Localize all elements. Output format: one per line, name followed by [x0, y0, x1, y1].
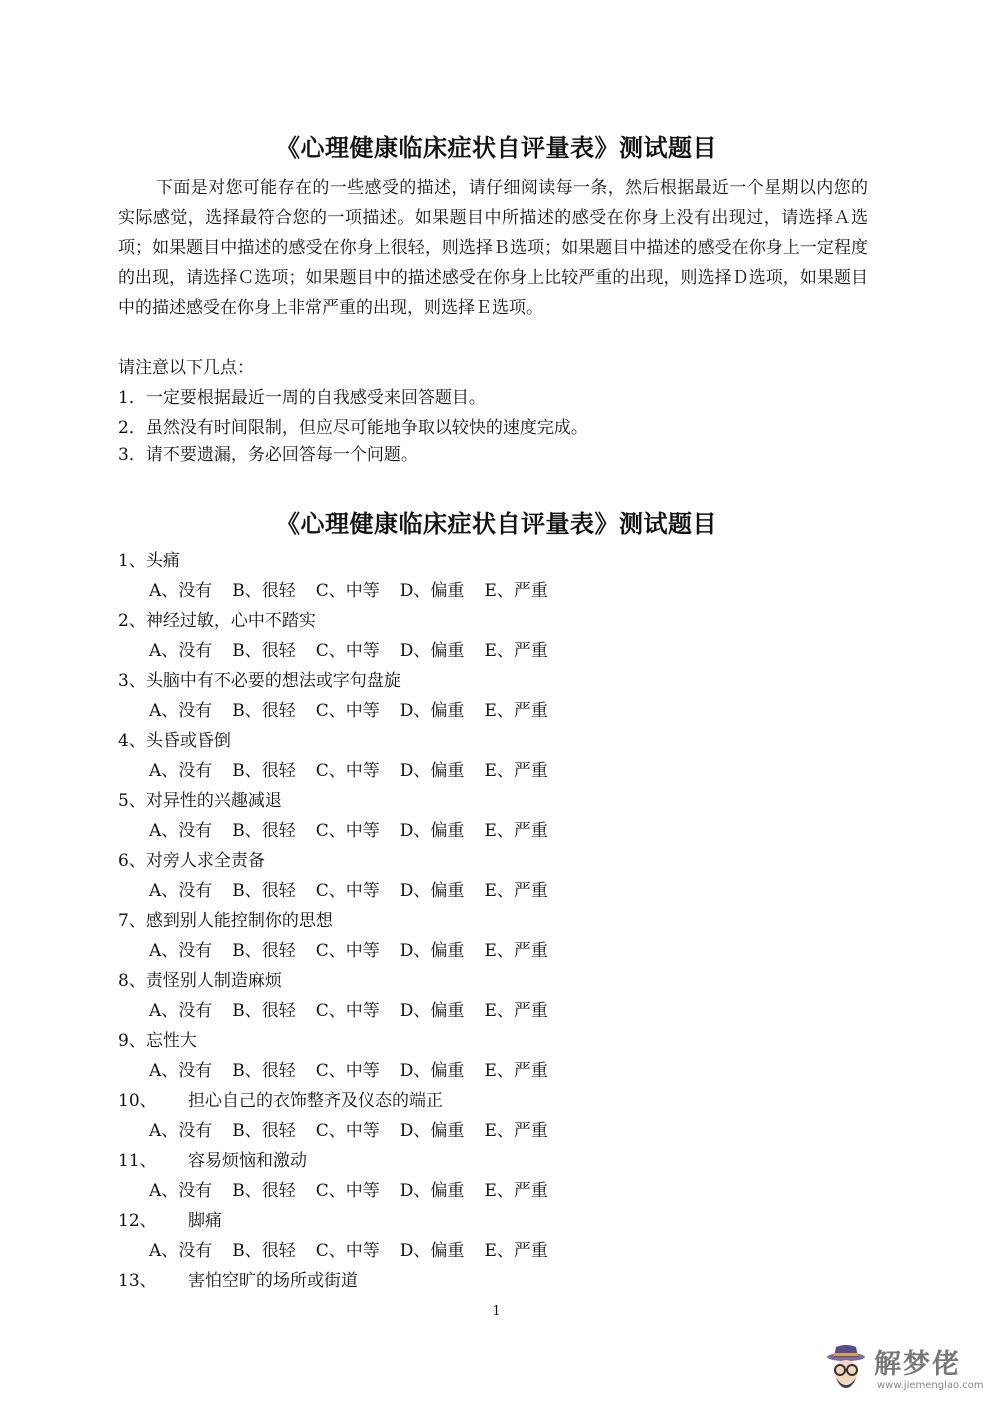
answer-options: [118, 1116, 878, 1146]
question-item: [118, 1146, 878, 1206]
document-title: 《心理健康临床症状自评量表》测试题目: [276, 134, 717, 162]
note-item: 2．虽然没有时间限制，但应尽可能地争取以较快的速度完成。: [118, 418, 588, 438]
answer-option[interactable]: D、偏重: [399, 1061, 465, 1081]
question-text: 头脑中有不必要的想法或字句盘旋: [145, 671, 401, 691]
answer-option[interactable]: E、严重: [484, 1001, 548, 1021]
page-number: 1: [492, 1304, 501, 1319]
answer-option[interactable]: D、偏重: [399, 761, 465, 781]
answer-option[interactable]: B、很轻: [232, 821, 296, 841]
answer-option[interactable]: B、很轻: [232, 941, 296, 961]
answer-option[interactable]: C、中等: [315, 701, 380, 721]
question-line: [118, 1146, 878, 1176]
question-number: 8、: [118, 971, 146, 991]
watermark-brand: 解梦佬: [874, 1349, 961, 1380]
answer-option[interactable]: C、中等: [315, 941, 380, 961]
answer-option[interactable]: C、中等: [315, 1241, 380, 1261]
question-number: 9、: [118, 1031, 146, 1051]
answer-options: [118, 1236, 878, 1266]
section-title: 《心理健康临床症状自评量表》测试题目: [276, 510, 717, 538]
answer-option[interactable]: D、偏重: [399, 581, 465, 601]
question-line: [118, 846, 878, 876]
answer-option[interactable]: B、很轻: [232, 581, 296, 601]
question-line: [118, 546, 878, 576]
watermark-url: www.jiemenglao.com: [877, 1380, 984, 1391]
question-number: 6、: [118, 851, 146, 871]
question-item: [118, 546, 878, 606]
answer-option[interactable]: C、中等: [315, 1001, 380, 1021]
answer-option[interactable]: A、没有: [149, 641, 213, 661]
question-line: [118, 906, 878, 936]
answer-option[interactable]: E、严重: [484, 941, 548, 961]
question-number: 5、: [118, 791, 146, 811]
question-item: [118, 666, 878, 726]
answer-option[interactable]: E、严重: [484, 821, 548, 841]
answer-option[interactable]: E、严重: [484, 881, 548, 901]
question-line: [118, 666, 878, 696]
question-text: 对旁人求全责备: [145, 851, 265, 871]
answer-option[interactable]: C、中等: [315, 1181, 380, 1201]
question-line: [118, 1206, 878, 1236]
question-text: 害怕空旷的场所或街道: [188, 1271, 358, 1291]
answer-option[interactable]: D、偏重: [399, 821, 465, 841]
answer-option[interactable]: C、中等: [315, 581, 380, 601]
answer-option[interactable]: E、严重: [484, 1121, 548, 1141]
answer-option[interactable]: E、严重: [484, 1181, 548, 1201]
question-item: [118, 906, 878, 966]
answer-option[interactable]: A、没有: [149, 1181, 213, 1201]
answer-option[interactable]: A、没有: [149, 701, 213, 721]
question-item: [118, 1266, 878, 1296]
question-text: 担心自己的衣饰整齐及仪态的端正: [188, 1091, 443, 1111]
answer-option[interactable]: B、很轻: [232, 701, 296, 721]
answer-option[interactable]: B、很轻: [232, 1061, 296, 1081]
watermark-logo: [824, 1340, 984, 1396]
question-line: [118, 966, 878, 996]
question-number: 3、: [118, 671, 146, 691]
answer-option[interactable]: A、没有: [149, 941, 213, 961]
question-number: 10、: [118, 1091, 157, 1111]
answer-option[interactable]: B、很轻: [232, 1241, 296, 1261]
question-number: 11、: [118, 1151, 157, 1171]
answer-option[interactable]: D、偏重: [399, 701, 465, 721]
answer-option[interactable]: C、中等: [315, 1121, 380, 1141]
answer-option[interactable]: A、没有: [149, 1061, 213, 1081]
answer-option[interactable]: D、偏重: [399, 881, 465, 901]
answer-option[interactable]: A、没有: [149, 821, 213, 841]
question-line: [118, 1266, 878, 1296]
answer-option[interactable]: E、严重: [484, 761, 548, 781]
question-text: 头昏或昏倒: [145, 731, 231, 751]
note-item: 1．一定要根据最近一周的自我感受来回答题目。: [118, 388, 486, 408]
answer-option[interactable]: B、很轻: [232, 1181, 296, 1201]
question-item: [118, 726, 878, 786]
answer-option[interactable]: E、严重: [484, 701, 548, 721]
answer-option[interactable]: D、偏重: [399, 941, 465, 961]
question-item: [118, 1086, 878, 1146]
note-item: 3．请不要遗漏，务必回答每一个问题。: [118, 445, 418, 465]
answer-option[interactable]: D、偏重: [399, 1121, 465, 1141]
question-number: 7、: [118, 911, 146, 931]
question-text: 责怪别人制造麻烦: [145, 971, 282, 991]
question-line: [118, 1026, 878, 1056]
answer-option[interactable]: E、严重: [484, 1241, 548, 1261]
answer-option[interactable]: A、没有: [149, 581, 213, 601]
answer-options: [118, 936, 878, 966]
question-line: [118, 726, 878, 756]
answer-option[interactable]: B、很轻: [232, 881, 296, 901]
answer-option[interactable]: E、严重: [484, 1061, 548, 1081]
question-text: 感到别人能控制你的思想: [145, 911, 333, 931]
answer-option[interactable]: A、没有: [149, 761, 213, 781]
question-number: 13、: [118, 1271, 157, 1291]
question-text: 忘性大: [145, 1031, 197, 1051]
intro-paragraph: 下面是对您可能存在的一些感受的描述，请仔细阅读每一条，然后根据最近一个星期以内您的实际感觉，选择最符合您的一项描述。如果题目中所描述的感受在你身上没有出现过，请选择Ａ选项；如果题目中描述的感受在你身上很轻，则选择Ｂ选项；如果题目中描述的感受在你身上一定程度的出现，请选择Ｃ选项；如果题目中的描述感受在你身上比较严重的出现，则选择Ｄ选项，如果题目中的描述感受在你身上非常严重的出现，则选择Ｅ选项。: [118, 178, 868, 318]
answer-option[interactable]: A、没有: [149, 881, 213, 901]
question-number: 4、: [118, 731, 146, 751]
answer-options: [118, 1176, 878, 1206]
answer-options: [118, 816, 878, 846]
answer-option[interactable]: D、偏重: [399, 641, 465, 661]
question-list: [118, 546, 878, 1296]
question-text: 对异性的兴趣减退: [145, 791, 282, 811]
question-line: [118, 606, 878, 636]
answer-option[interactable]: D、偏重: [399, 1241, 465, 1261]
question-text: 脚痛: [188, 1211, 222, 1231]
question-item: [118, 786, 878, 846]
mascot-with-hat-and-glasses-icon: [824, 1344, 868, 1392]
notes-heading: 请注意以下几点：: [118, 358, 254, 378]
question-item: [118, 846, 878, 906]
answer-options: [118, 876, 878, 906]
answer-option[interactable]: A、没有: [149, 1001, 213, 1021]
answer-options: [118, 696, 878, 726]
answer-option[interactable]: B、很轻: [232, 1121, 296, 1141]
answer-option[interactable]: C、中等: [315, 1061, 380, 1081]
answer-option[interactable]: A、没有: [149, 1241, 213, 1261]
question-number: 12、: [118, 1211, 157, 1231]
question-text: 神经过敏，心中不踏实: [145, 611, 316, 631]
question-item: [118, 966, 878, 1026]
question-number: 1、: [118, 551, 146, 571]
question-number: 2、: [118, 611, 146, 631]
answer-options: [118, 576, 878, 606]
answer-options: [118, 996, 878, 1026]
question-line: [118, 786, 878, 816]
question-text: 头痛: [145, 551, 180, 571]
answer-options: [118, 1056, 878, 1086]
answer-option[interactable]: B、很轻: [232, 641, 296, 661]
question-line: [118, 1086, 878, 1116]
answer-option[interactable]: D、偏重: [399, 1001, 465, 1021]
answer-option[interactable]: B、很轻: [232, 761, 296, 781]
answer-option[interactable]: D、偏重: [399, 1181, 465, 1201]
question-item: [118, 1026, 878, 1086]
answer-option[interactable]: E、严重: [484, 641, 548, 661]
answer-option[interactable]: C、中等: [315, 761, 380, 781]
answer-option[interactable]: B、很轻: [232, 1001, 296, 1021]
answer-options: [118, 756, 878, 786]
question-item: [118, 606, 878, 666]
answer-option[interactable]: C、中等: [315, 881, 380, 901]
answer-option[interactable]: A、没有: [149, 1121, 213, 1141]
answer-option[interactable]: C、中等: [315, 641, 380, 661]
answer-option[interactable]: C、中等: [315, 821, 380, 841]
question-text: 容易烦恼和激动: [188, 1151, 307, 1171]
answer-option[interactable]: E、严重: [484, 581, 548, 601]
question-item: [118, 1206, 878, 1266]
answer-options: [118, 636, 878, 666]
